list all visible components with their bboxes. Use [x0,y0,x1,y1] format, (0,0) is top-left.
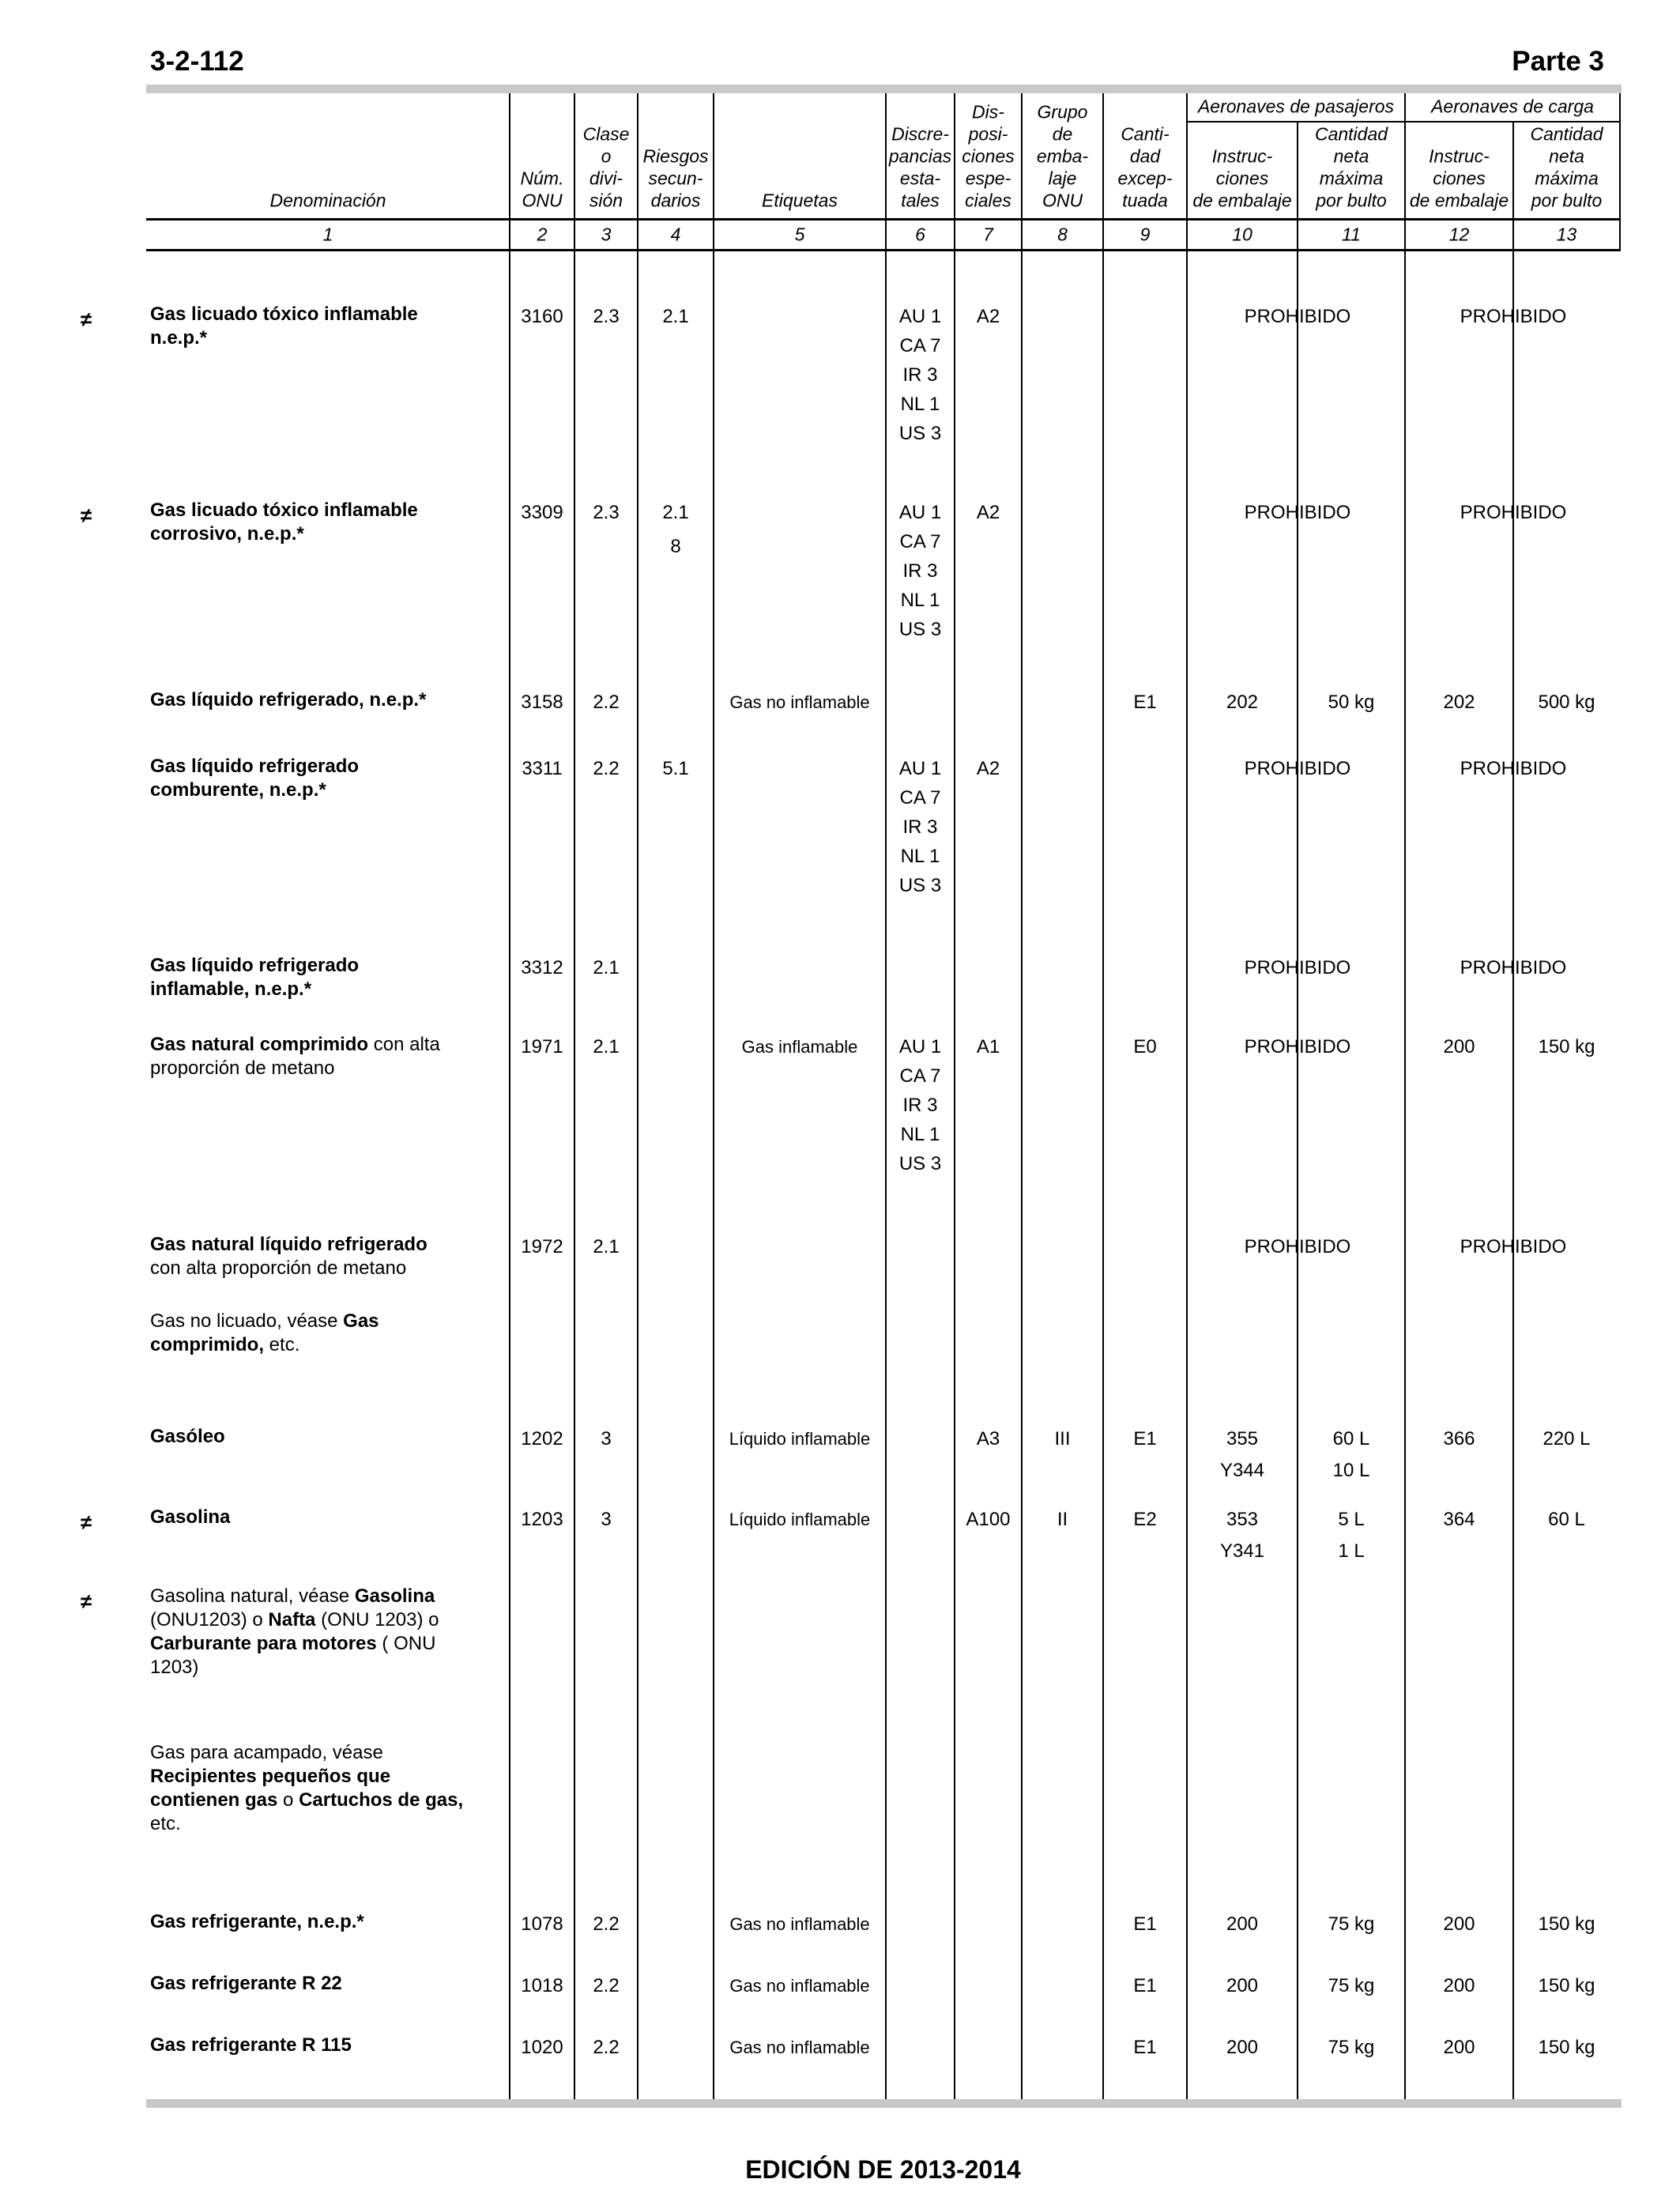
cell-un-number: 1203 [521,1509,563,1530]
cell-state-discrepancy: AU 1 [898,502,942,523]
cell-cargo-max-net-qty: 220 L [1543,1428,1591,1449]
cell-un-number: 3312 [521,957,563,978]
entry-name-segment: etc. [150,1813,181,1834]
cell-special-provision: A1 [976,1036,1000,1057]
entry-name-line [150,757,359,776]
cell-class-division: 3 [601,1509,612,1530]
entry-name-segment: Gasolina natural, véase [150,1585,355,1607]
entry-name-segment: Gasóleo [150,1426,225,1447]
entry-name-line [150,781,326,800]
cell-un-number: 3160 [521,306,563,327]
cell-state-discrepancy: IR 3 [902,364,938,386]
cell-pax-packing-instruction: 200 [1226,2037,1259,2058]
entry-name-segment: Gas líquido refrigerado [150,756,360,777]
cell-class-division: 2.2 [593,692,620,713]
column-header: Grupo [1037,101,1088,123]
cell-pax-max-net-qty: 1 L [1338,1540,1365,1562]
cell-pax-prohibited: PROHIBIDO [1244,502,1351,523]
cell-pax-max-net-qty: 10 L [1332,1460,1370,1481]
entry-name-line [150,1913,364,1932]
cell-subsidiary-risk: 2.1 [662,502,689,523]
column-header: laje [1048,168,1077,189]
column-header: Canti- [1121,123,1170,145]
column-number: 12 [1448,224,1470,245]
cell-hazard-label: Gas no inflamable [729,1976,870,1996]
cell-cargo-max-net-qty: 150 kg [1538,1975,1595,1996]
entry-name-segment: comprimido, [150,1334,265,1355]
cell-hazard-label: Gas no inflamable [729,1914,870,1934]
entry-name-line [150,1587,435,1606]
cell-cargo-max-net-qty: 150 kg [1538,1913,1595,1935]
cell-un-number: 1971 [521,1036,563,1057]
cell-cargo-prohibited: PROHIBIDO [1460,1236,1567,1257]
cell-cargo-packing-instruction: 200 [1443,1913,1475,1935]
cell-excepted-quantity: E1 [1133,1428,1157,1449]
entry-name-line [150,1312,379,1331]
cell-class-division: 2.3 [593,502,620,523]
entry-name-segment: inflamable, n.e.p.* [150,978,312,1000]
column-header: Cantidad [1530,123,1603,145]
cell-un-number: 3158 [521,692,563,713]
cell-state-discrepancy: NL 1 [900,394,940,415]
cell-excepted-quantity: E1 [1133,692,1157,713]
cell-un-number: 1078 [521,1913,563,1935]
entry-name-segment: Gas licuado tóxico inflamable [150,303,418,325]
entry-name-line [150,2036,352,2055]
column-header: darios [650,190,701,211]
entry-name-line [150,1791,463,1810]
column-header: máxima [1535,168,1599,189]
cell-class-division: 2.2 [593,758,620,779]
cell-cargo-prohibited: PROHIBIDO [1460,306,1567,327]
cell-hazard-label: Gas no inflamable [729,692,870,712]
column-header: dad [1129,145,1161,167]
column-header: emba- [1036,145,1089,167]
page-number: 3-2-112 [150,46,244,77]
header-rule [146,218,1620,221]
column-number: 1 [322,224,333,245]
entry-name-line [150,1634,435,1653]
cell-pax-max-net-qty: 75 kg [1328,2037,1375,2058]
cell-hazard-label: Gas inflamable [741,1037,858,1057]
cell-cargo-packing-instruction: 200 [1443,1036,1475,1057]
entry-name-segment: Gas líquido refrigerado, n.e.p.* [150,689,427,711]
cell-state-discrepancy: US 3 [898,619,942,640]
entry-name-segment: Gas para acampado, véase [150,1742,383,1763]
cell-pax-packing-instruction: Y344 [1219,1460,1265,1481]
change-marker: ≠ [80,503,92,527]
entry-name-line [150,1427,225,1446]
entry-name-segment: contienen gas [150,1789,278,1811]
column-header: máxima [1319,168,1384,189]
column-number: 9 [1139,224,1151,245]
entry-name-segment: corrosivo, n.e.p.* [150,523,304,545]
table-vline [574,93,575,2099]
cell-cargo-packing-instruction: 200 [1443,2037,1475,2058]
entry-name-segment: Gas refrigerante R 115 [150,2034,352,2056]
entry-name-segment: con alta [368,1034,440,1055]
cell-un-number: 3311 [522,758,563,779]
column-number: 6 [915,224,925,245]
entry-name-line [150,305,418,324]
cell-pax-max-net-qty: 60 L [1332,1428,1370,1449]
cell-pax-prohibited: PROHIBIDO [1244,1236,1351,1257]
cell-cargo-prohibited: PROHIBIDO [1460,502,1567,523]
cell-pax-prohibited: PROHIBIDO [1244,758,1351,779]
entry-name-segment: proporción de metano [150,1057,335,1079]
entry-name-line [150,1259,406,1278]
table-vline [885,93,887,2099]
entry-name-segment: Recipientes pequeños que [150,1766,391,1787]
cell-un-number: 1020 [521,2037,563,2058]
cell-un-number: 1202 [521,1428,563,1449]
table-vline [509,93,510,2099]
cell-class-division: 2.2 [593,2037,620,2058]
column-header: Etiquetas [762,190,838,211]
cell-special-provision: A2 [976,502,1000,523]
entry-name-line [150,525,304,544]
cell-state-discrepancy: CA 7 [899,1065,941,1087]
column-header: Cantidad [1314,123,1388,145]
cell-class-division: 2.3 [593,306,620,327]
cell-pax-prohibited: PROHIBIDO [1244,306,1351,327]
table-vline [1186,93,1188,2099]
column-header: ciales [965,190,1011,211]
cell-state-discrepancy: US 3 [898,1153,942,1174]
column-header: neta [1333,145,1369,167]
cell-cargo-max-net-qty: 150 kg [1538,1036,1595,1057]
column-header: Denominación [269,190,386,211]
entry-name-line [150,1508,230,1527]
cell-class-division: 3 [601,1428,612,1449]
entry-name-segment: con alta proporción de metano [150,1257,407,1279]
column-header: ciones [1215,168,1269,189]
table-vline [713,93,714,2099]
column-header: Instruc- [1429,145,1490,167]
cell-excepted-quantity: E0 [1133,1036,1157,1057]
cell-state-discrepancy: US 3 [898,423,942,444]
cell-class-division: 2.2 [593,1913,620,1935]
cell-state-discrepancy: CA 7 [899,531,941,552]
cell-cargo-packing-instruction: 202 [1443,692,1475,713]
column-header: Instruc- [1211,145,1273,167]
cell-cargo-packing-instruction: 200 [1443,1975,1475,1996]
entry-name-segment: etc. [264,1334,300,1355]
entry-name-segment: Gas no licuado, véase [150,1310,344,1332]
column-header: ONU [522,190,563,211]
cell-state-discrepancy: IR 3 [902,816,938,838]
entry-name-segment: o [277,1789,299,1811]
entry-name-segment: Gas natural líquido refrigerado [150,1234,428,1255]
column-header: ciones [962,145,1015,167]
column-header: tales [901,190,940,211]
table-vline [1021,93,1023,2099]
cell-excepted-quantity: E1 [1133,2037,1157,2058]
entry-name-segment: Carburante para motores [150,1633,377,1654]
cell-pax-packing-instruction: 200 [1226,1975,1259,1996]
cell-hazard-label: Gas no inflamable [729,2038,870,2057]
column-number: 2 [537,224,548,245]
cell-pax-packing-instruction: Y341 [1219,1540,1265,1562]
cell-state-discrepancy: AU 1 [898,758,942,779]
column-header: de embalaje [1409,190,1509,211]
cell-pax-prohibited: PROHIBIDO [1244,1036,1351,1057]
group-header-underline [1187,121,1620,123]
entry-name-segment: ( ONU [376,1633,436,1654]
cell-pax-max-net-qty: 75 kg [1328,1975,1375,1996]
column-header: de embalaje [1192,190,1292,211]
cell-pax-packing-instruction: 202 [1226,692,1259,713]
cell-state-discrepancy: IR 3 [902,1095,938,1116]
cell-state-discrepancy: NL 1 [900,1124,940,1145]
entry-name-segment: Gasolina [150,1506,231,1528]
column-header: excep- [1117,168,1173,189]
entry-name-line [150,1611,439,1630]
cell-subsidiary-risk: 8 [670,536,681,557]
entry-name-line [150,1035,440,1054]
part-title: Parte 3 [1512,46,1604,77]
entry-name-line [150,1815,181,1834]
column-number: 13 [1556,224,1577,245]
cell-special-provision: A2 [976,306,1000,327]
column-header: ciones [1433,168,1486,189]
column-header: o [601,145,612,167]
cell-pax-max-net-qty: 5 L [1338,1509,1365,1530]
column-header: Clase [582,123,630,145]
cell-state-discrepancy: NL 1 [900,846,940,867]
column-number: 4 [670,224,681,245]
cell-cargo-max-net-qty: 500 kg [1538,692,1595,713]
column-number-rule [146,249,1620,251]
entry-name-line [150,1658,198,1677]
cell-class-division: 2.1 [593,1036,620,1057]
column-header: Núm. [520,168,564,189]
column-header: por bulto [1531,190,1603,211]
entry-name-segment: Gas licuado tóxico inflamable [150,499,418,521]
entry-name-segment: Gas refrigerante R 22 [150,1973,342,1994]
column-header: pancias [888,145,952,167]
cell-cargo-packing-instruction: 366 [1443,1428,1475,1449]
cell-un-number: 1972 [521,1236,563,1257]
table-bottom-bar [146,2099,1622,2108]
cell-un-number: 3309 [521,502,563,523]
entry-name-segment: (ONU1203) o [150,1609,269,1630]
entry-name-line [150,1059,334,1078]
cell-pax-packing-instruction: 353 [1226,1509,1259,1530]
cell-class-division: 2.1 [593,957,620,978]
group-header-passenger-aircraft: Aeronaves de pasajeros [1197,96,1395,117]
column-header: de [1052,123,1073,145]
table-vline [954,93,955,2099]
cell-subsidiary-risk: 2.1 [662,306,689,327]
cell-state-discrepancy: CA 7 [899,787,941,809]
column-number: 8 [1057,224,1068,245]
group-header-cargo-aircraft: Aeronaves de carga [1431,96,1594,117]
cell-class-division: 2.1 [593,1236,620,1257]
cell-cargo-max-net-qty: 150 kg [1538,2037,1595,2058]
table-vline [637,93,638,2099]
column-header: posi- [968,123,1008,145]
entry-name-line [150,1336,299,1355]
cell-packing-group: II [1057,1509,1068,1530]
cell-pax-packing-instruction: 200 [1226,1913,1259,1935]
cell-state-discrepancy: US 3 [898,875,942,896]
entry-name-segment: Gas [343,1310,379,1332]
change-marker: ≠ [80,307,92,331]
cell-hazard-label: Líquido inflamable [729,1510,871,1529]
column-header: sión [589,190,623,211]
column-header: ONU [1042,190,1083,211]
entry-name-line [150,329,207,348]
entry-name-segment: Gasolina [354,1585,435,1607]
column-number: 3 [601,224,612,245]
column-header: Dis- [972,101,1004,123]
cell-pax-max-net-qty: 50 kg [1328,692,1375,713]
column-number: 5 [794,224,805,245]
cell-class-division: 2.2 [593,1975,620,1996]
column-number: 10 [1232,224,1252,245]
cell-excepted-quantity: E1 [1133,1975,1157,1996]
entry-name-segment: Gas natural comprimido [150,1034,369,1055]
table-vline [1404,93,1406,2099]
entry-name-segment: (ONU 1203) o [315,1609,439,1630]
entry-name-segment: 1203) [150,1657,199,1678]
entry-name-line [150,1744,383,1762]
entry-name-line [150,691,426,710]
column-header: esta- [899,168,941,189]
table-vline [1619,93,1621,251]
cell-cargo-prohibited: PROHIBIDO [1460,758,1567,779]
entry-name-line [150,1767,390,1786]
entry-name-segment: comburente, n.e.p.* [150,779,326,801]
table-top-bar [146,85,1622,93]
column-number: 7 [983,224,993,245]
cell-state-discrepancy: CA 7 [899,335,941,356]
cell-subsidiary-risk: 5.1 [662,758,689,779]
cell-special-provision: A3 [976,1428,1000,1449]
cell-special-provision: A100 [966,1509,1011,1530]
entry-name-segment: Nafta [268,1609,316,1630]
cell-cargo-max-net-qty: 60 L [1548,1509,1585,1530]
entry-name-line [150,980,311,999]
change-marker: ≠ [80,1510,92,1534]
column-header: espe- [965,168,1011,189]
column-header: tuada [1122,190,1168,211]
footer-edition: EDICIÓN DE 2013-2014 [745,2155,1021,2184]
cell-hazard-label: Líquido inflamable [729,1429,871,1449]
cell-state-discrepancy: IR 3 [902,560,938,582]
table-vline [1297,121,1298,2099]
column-number: 11 [1342,224,1361,245]
cell-pax-packing-instruction: 355 [1226,1428,1259,1449]
cell-state-discrepancy: NL 1 [900,590,940,611]
table-vline [1102,93,1104,2099]
entry-name-segment: Gas refrigerante, n.e.p.* [150,1911,364,1932]
cell-cargo-prohibited: PROHIBIDO [1460,957,1567,978]
cell-pax-prohibited: PROHIBIDO [1244,957,1351,978]
cell-excepted-quantity: E1 [1133,1913,1157,1935]
cell-special-provision: A2 [976,758,1000,779]
table-vline [1512,121,1514,2099]
entry-name-line [150,1974,342,1993]
entry-name-segment: Gas líquido refrigerado [150,955,360,976]
column-header: Riesgos [642,145,709,167]
column-header: neta [1549,145,1584,167]
column-header: divi- [589,168,623,189]
cell-cargo-packing-instruction: 364 [1443,1509,1475,1530]
entry-name-line [150,956,359,975]
entry-name-line [150,1235,428,1254]
entry-name-segment: Cartuchos de gas, [299,1789,464,1811]
column-header: por bulto [1316,190,1387,211]
cell-state-discrepancy: AU 1 [898,306,942,327]
cell-pax-max-net-qty: 75 kg [1328,1913,1375,1935]
column-header: secun- [648,168,703,189]
cell-un-number: 1018 [521,1975,563,1996]
cell-state-discrepancy: AU 1 [898,1036,942,1057]
cell-packing-group: III [1054,1428,1071,1449]
entry-name-line [150,501,418,520]
entry-name-segment: n.e.p.* [150,327,208,349]
column-header: Discre- [891,123,949,145]
change-marker: ≠ [80,1589,92,1613]
cell-excepted-quantity: E2 [1133,1509,1157,1530]
